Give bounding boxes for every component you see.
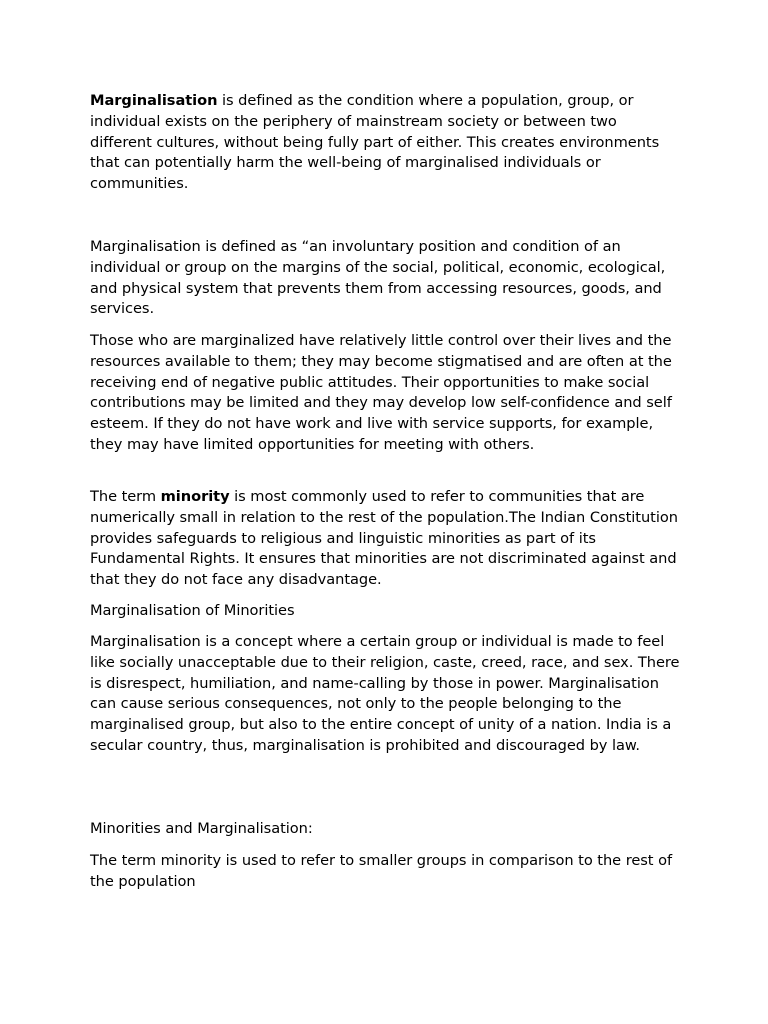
paragraph-marginalisation-definition [90,91,682,195]
paragraph-marginalized-lives: Those who are marginalized have relatively little control over their lives and the resources available to them; they may become stigmatised and are often at the receiving end of negative public attitudes. Their opportunities to make social contributions may be limited and they may develop low self-confidence and self esteem. If they do not have work and live with service supports, for example, they may have limited opportunities for meeting with others. [90,332,672,453]
heading-minorities-and-marginalisation: Minorities and Marginalisation: [90,820,313,837]
bold-term-marginalisation: Marginalisation [90,92,218,109]
paragraph-marginalisation-quote: Marginalisation is defined as “an involuntary position and condition of an individual or group on the margins of the social, political, economic, ecological, and physical system that prevents them from accessing resources, goods, and services. [90,238,666,318]
paragraph-minority-term [90,487,682,591]
paragraph-minority-smaller-groups: The term minority is used to refer to smaller groups in comparison to the rest of the population [90,852,673,890]
bold-term-minority: minority [160,488,230,505]
paragraph-text: is most commonly used to refer to communities that are numerically small in relation to the rest of the population.The Indian Constitution provides safeguards to religious and linguistic minorities as part of its Fundamental Rights. It ensures that minorities are not discriminated against and that they do not face any disadvantage. [90,488,678,589]
heading-marginalisation-of-minorities: Marginalisation of Minorities [90,602,295,619]
paragraph-text: The term [90,488,161,505]
paragraph-text: is defined as the condition where a population, group, or individual exists on the periphery of mainstream society or between two different cultures, without being fully part of either. This creates environments that can potentially harm the well-being of marginalised individuals or communities. [90,92,660,193]
paragraph-marginalisation-concept: Marginalisation is a concept where a certain group or individual is made to feel like socially unacceptable due to their religion, caste, creed, race, and sex. There is disrespect, humiliation, and name-calling by those in power. Marginalisation can cause serious consequences, not only to the people belonging to the marginalised group, but also to the entire concept of unity of a nation. India is a secular country, thus, marginalisation is prohibited and discouraged by law. [90,633,680,754]
